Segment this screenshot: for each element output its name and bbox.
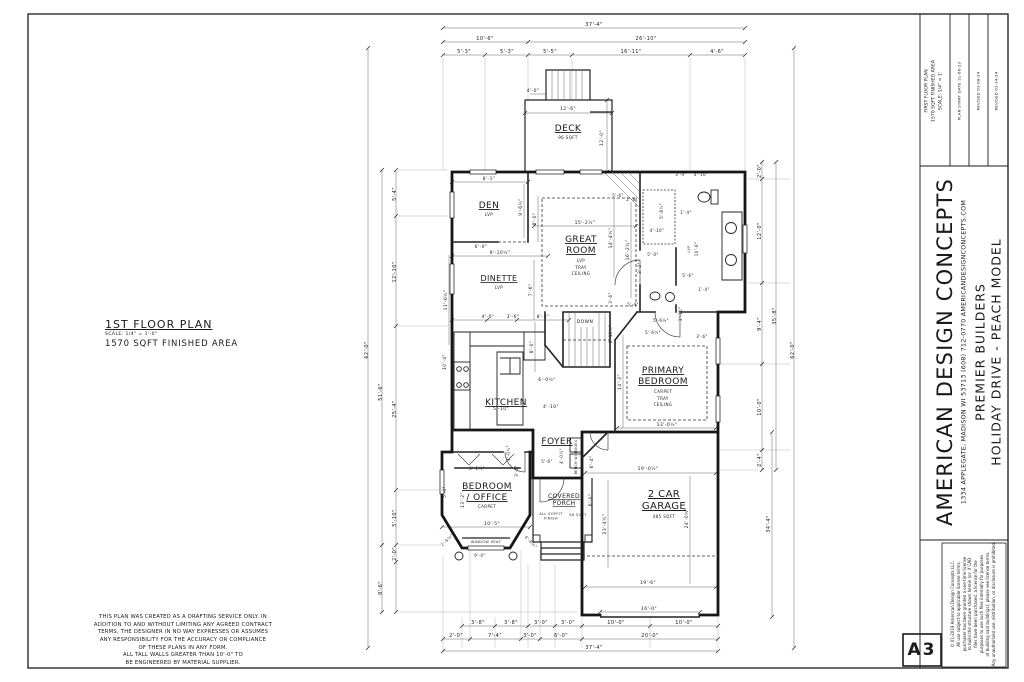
kitchen-island [497, 352, 523, 425]
dimension-label: 19'-6" [640, 581, 656, 586]
sink [726, 223, 737, 234]
disclaimer-line: ALL TALL WALLS GREATER THAN 10'-0" TO [123, 652, 243, 659]
stairs-label: DOWN [576, 320, 594, 325]
dimension-label: 5'-6" [541, 459, 553, 464]
dimension-label: 4'-6" [710, 49, 724, 55]
company-address: 1334 APPLEGATE, MADISON WI 53713 (608) 712-0770 AMERICANDESIGNCONCEPTS.COM [960, 199, 968, 505]
dimension-label: 6'-0" [554, 633, 568, 639]
room-label-bedroom-office: / OFFICE [466, 493, 508, 503]
dimension-label: 6'-0" [474, 245, 488, 250]
powder-sink [650, 292, 660, 300]
dimension-label: 13'-2" [461, 492, 466, 508]
dimension-label: 16'-0" [641, 607, 657, 612]
dimension-label: 12'-0" [757, 222, 763, 240]
disclaimer-line: TERMS, THE DESIGNER IN NO WAY EXPRESSES OR ASSUMES [97, 629, 269, 636]
sink [726, 255, 737, 266]
room-label-den: DEN [478, 201, 500, 211]
dimension-label: 4'-0½" [506, 445, 511, 461]
deck-sqft: 96 SQFT [558, 135, 578, 140]
window-seat-label: WINDOW SEAT [470, 540, 502, 544]
great-room-note: TRAY [575, 265, 587, 270]
dimension-label: 10'-6" [476, 36, 494, 42]
dimension-label: 4'-0" [481, 315, 495, 320]
dimension-label: 3'-6" [506, 315, 520, 320]
dimension-label: 37'-4" [585, 22, 603, 28]
dimension-label: 8'-0" [533, 212, 538, 226]
dimension-label: 6'-0½" [538, 378, 556, 383]
dimension-label: 6'-1½" [469, 466, 485, 471]
dimension-label: 10'-0" [675, 620, 693, 626]
dinette-floor: LVP [494, 285, 504, 290]
dimension-label: 2'-0" [449, 633, 463, 639]
dimension-label: 4'-10" [543, 405, 559, 410]
dimension-label: 1'-4" [698, 287, 710, 292]
plan-title: 1ST FLOOR PLAN [105, 318, 213, 331]
room-label-covered-porch: COVERED [547, 493, 581, 500]
extension-lines [398, 58, 790, 652]
dimension-label: 10'-6" [694, 241, 699, 257]
room-label-covered-porch: PORCH [552, 500, 576, 507]
dimension-label: 16'-2½" [626, 239, 631, 261]
client-name: PREMIER BUILDERS [972, 283, 988, 421]
dimension-label: 9'-4" [757, 317, 763, 331]
copyright-line: purposes to use such files internally for purposes [978, 554, 984, 654]
disclaimer-line: OF THESE PLANS IN ANY FORM. [138, 644, 228, 651]
dimension-label: 8'-0" [530, 340, 535, 354]
dimension-label: 3'-0" [534, 620, 548, 626]
dimension-label: 9'-6½" [519, 198, 524, 216]
dimension-label: 7'-4" [488, 633, 502, 639]
copyright-line: files have been purchased, a license for the [973, 560, 978, 648]
dimension-label: 3'-0" [561, 620, 575, 626]
disclaimer-line: THIS PLAN WAS CREATED AS A DRAFTING SERVICE ONLY. IN [99, 614, 267, 620]
dimension-label: 10'-5" [484, 522, 500, 527]
dimension-label: 5'-8½" [659, 203, 664, 219]
dimension-label: 3'-8" [471, 620, 485, 626]
dimension-label: 51'-6" [378, 383, 384, 401]
dimension-label: 34'-4" [766, 515, 772, 533]
dimension-label: 5'-6" [612, 193, 624, 198]
porch-note: ALL SOFFIT [539, 512, 563, 516]
dimension-label: 8'-1" [482, 177, 496, 182]
room-label-great-room: ROOM [566, 246, 596, 256]
dimension-label: 5'-0" [442, 486, 447, 498]
plan-scale-note: SCALE: 1/4" = 1'-0" [105, 332, 158, 337]
dimension-label: 16'-11" [620, 49, 642, 55]
powder-toilet [666, 293, 675, 302]
dimension-label: 11'-6½" [444, 289, 449, 311]
dimension-label: 12'-0" [600, 130, 605, 146]
copyright-line: All use subject to applicable license terms; [955, 561, 961, 647]
dimension-label: 62'-0" [790, 341, 796, 359]
disclaimer-line: ANY RESPONSIBILITY FOR THE ACCURACY OR COMPLIANCE [99, 637, 267, 644]
dimension-label: 10'-0" [607, 620, 625, 626]
dimension-label: 19'-0½" [637, 467, 659, 472]
room-label-primary: PRIMARY [641, 366, 685, 376]
disclaimer-text [57, 614, 309, 668]
dimension-label: 7'-6" [529, 283, 534, 297]
dimension-label: 9'-10½" [489, 251, 511, 256]
dimension-label: 5'-3" [457, 49, 471, 55]
copyright-line: purchaser has been granted a one-time license [961, 556, 967, 652]
primary-floor: CARPET [653, 389, 673, 394]
dimension-label: 62'-0" [364, 341, 370, 359]
stair-hatching [552, 70, 640, 367]
dimension-label: 23'-4½" [603, 513, 608, 535]
dimension-label: 10'-4" [443, 354, 448, 370]
dimension-label: 6'-0" [589, 493, 594, 507]
dimension-label: 12'-6" [560, 107, 576, 112]
bath-floor: LVP [687, 245, 691, 253]
dimension-label: 4'-0½" [559, 448, 564, 464]
toilet [698, 192, 710, 202]
titleblock-revision-2: REVISED 01-14-24 [993, 71, 999, 111]
titleblock-plan-info [925, 60, 946, 122]
room-label-dinette: DINETTE [480, 274, 518, 283]
bench-label: BENCH W/ HOOKS [574, 439, 578, 475]
porch-sqft: 56 SQFT [569, 513, 587, 517]
dimension-label: 3'-0" [523, 633, 537, 639]
plan-title-block [105, 318, 238, 349]
titleblock-plan-start-date: PLAN START DATE 11-06-23 [956, 61, 962, 121]
dimension-label: 2'-8" [626, 197, 638, 202]
dimension-label: 9'-0" [474, 553, 486, 558]
dimension-label: 3'-8" [504, 620, 518, 626]
dimension-label: 37'-4" [585, 645, 603, 651]
dimension-label: 3'-2" [637, 262, 642, 274]
dimension-label: 8'-3" [536, 315, 550, 320]
primary-note: CEILING [653, 402, 673, 407]
dimension-label: 10'-0" [757, 398, 763, 416]
garage-sqft: 485 SQFT [652, 514, 676, 519]
dimension-label: 3'-6" [696, 334, 708, 339]
dimension-label: 4'-6½" [523, 534, 539, 550]
dimension-label: 12'-10" [392, 261, 398, 283]
dimension-label: 2'-0" [757, 164, 763, 178]
porch-column [455, 552, 463, 560]
dimension-label: 20'-0" [641, 633, 659, 639]
dimension-label: 5'-6" [682, 273, 694, 278]
room-label-deck: DECK [554, 124, 582, 134]
great-room-note: CEILING [571, 271, 591, 276]
dimension-label: 1'-4" [680, 210, 692, 215]
dimension-label: 2'-4" [757, 453, 763, 467]
dimension-label: 2'-6½" [439, 532, 455, 548]
dimension-label: 5'-10" [392, 509, 398, 527]
dimension-label: 15'-2½" [574, 221, 596, 226]
dimension-label: 5'-5" [543, 49, 557, 55]
sheet-number: A3 [907, 640, 937, 660]
titleblock-plan-area: 1570 SQFT FINISHED AREA [931, 60, 937, 122]
dimension-label: 24'-0½" [685, 507, 690, 529]
dimension-label: 2'-0" [392, 547, 398, 561]
copyright-line: © 01-2019 American Design Concepts LLC. [949, 560, 955, 648]
great-room-floor: LVP [576, 258, 586, 263]
dimension-label: 6'-4" [590, 455, 595, 469]
plan-area-note: 1570 SQFT FINISHED AREA [105, 339, 239, 349]
dimension-label: 3'-6" [608, 292, 613, 304]
dimension-label: 35'-8" [772, 307, 778, 325]
titleblock-revision-1: REVISED 01-08-24 [975, 71, 981, 111]
copyright-text [950, 542, 996, 667]
dimension-label: 14'-4½" [609, 227, 614, 249]
dimension-label: 14'-2" [618, 374, 623, 390]
dimension-label: 8'-6" [378, 581, 384, 595]
room-label-garage: GARAGE [641, 501, 687, 512]
room-label-foyer: FOYER [541, 437, 573, 447]
dimension-label: 5'-6½" [645, 330, 661, 335]
bedroom-office-floor: CARPET [477, 504, 497, 509]
fireplace-hatch [604, 172, 640, 208]
dimension-label: 5'-4" [627, 302, 639, 307]
dimension-label: 5'-0" [647, 252, 659, 257]
plan-text-labels [364, 22, 796, 651]
copyright-line: of building said buildings); please see license terms. [984, 551, 990, 657]
copyright-line: to build the structure shown herein (or, if CAD [967, 557, 973, 651]
titleblock-plan-name: FIRST FLOOR PLAN [924, 69, 930, 113]
porch-note: FINISH [544, 516, 558, 521]
dimension-label: 5'-3" [500, 49, 514, 55]
dimension-label: 25'-4" [392, 400, 398, 418]
titleblock-plan-scale: SCALE: 1/4" = 1' [938, 71, 944, 111]
disclaimer-line: ADDITION TO AND WITHOUT LIMITING ANY AGREED CONTRACT [93, 621, 273, 628]
dimension-label: 13'-0½" [656, 423, 678, 428]
room-label-kitchen: KITCHEN [485, 398, 527, 408]
project-name: HOLIDAY DRIVE - PEACH MODEL [988, 238, 1004, 466]
dimension-label: 26'-10" [635, 36, 657, 42]
disclaimer-line: BE ENGINEERED BY MATERIAL SUPPLIER. [125, 660, 241, 667]
company-name: AMERICAN DESIGN CONCEPTS [933, 177, 957, 527]
dimension-label: 5'-10" [493, 407, 509, 412]
dimension-label: 4'-10" [649, 228, 665, 233]
dimension-label: 6'-10½" [608, 324, 613, 344]
room-label-great-room: GREAT [565, 235, 597, 245]
dimension-label: 4'-0" [526, 89, 540, 94]
room-label-primary: BEDROOM [638, 377, 688, 387]
porch-column [509, 552, 517, 560]
den-floor: LVP [484, 212, 494, 217]
dimension-label: 3'-6" [514, 465, 519, 477]
primary-note: TRAY [657, 396, 669, 401]
room-label-bedroom-office: BEDROOM [462, 482, 512, 492]
copyright-line: Any unauthorized use, distribution, or disclosure is prohibited. [990, 541, 996, 667]
dimension-label: 4'-10" [693, 172, 709, 177]
dimension-label: 5'-6½" [653, 318, 669, 323]
dimension-label: 3'-10" [678, 306, 683, 322]
dimension-label: 3'-4" [675, 172, 687, 177]
room-label-garage: 2 CAR [647, 489, 681, 500]
dimension-label: 5'-4" [392, 187, 398, 201]
